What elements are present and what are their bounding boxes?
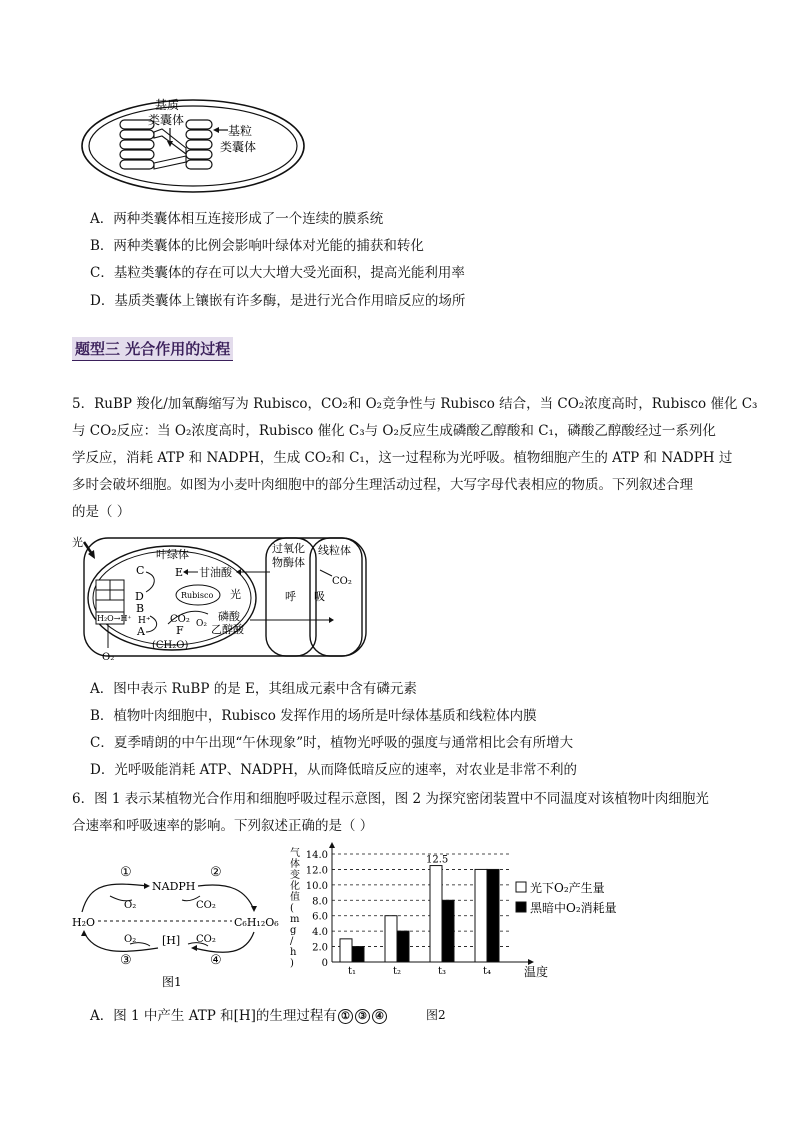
y-axis-label-char: 变 xyxy=(290,870,300,881)
x-tick-label: t₃ xyxy=(438,966,447,977)
q5-line-3: 学反应，消耗 ATP 和 NADPH，生成 CO₂和 C₁，这一过程称为光呼吸。植物细胞产生的 ATP 和 NADPH 过 xyxy=(72,450,733,466)
y-tick-label: 14.0 xyxy=(305,850,328,861)
q5-option-a[interactable]: A．图中表示 RuBP 的是 E，其组成元素中含有磷元素 xyxy=(90,681,417,697)
q5-line-5: 的是（ ） xyxy=(72,504,131,520)
label-o2: O₂ xyxy=(196,619,207,629)
label-chloroplast: 叶绿体 xyxy=(156,548,189,561)
y-tick-label: 10.0 xyxy=(305,880,328,892)
label-stroma: 基质 xyxy=(155,98,180,112)
fig1-n3: ③ xyxy=(120,953,132,968)
x-tick-label: t₂ xyxy=(393,966,402,977)
q6-option-a-text: A．图 1 中产生 ATP 和[H]的生理过程有 xyxy=(90,1008,337,1024)
y-tick-label: 2.0 xyxy=(312,942,328,954)
y-axis-label-char: h xyxy=(290,947,297,958)
y-tick-label: 0 xyxy=(321,958,328,969)
legend-swatch-0 xyxy=(516,882,526,892)
bar-1-1 xyxy=(397,931,409,962)
q6-option-a[interactable] xyxy=(90,1004,388,1024)
y-axis-label-char: 化 xyxy=(290,881,300,892)
fig1-n1: ① xyxy=(120,865,132,880)
bar-1-3 xyxy=(487,869,499,962)
y-axis-label-char: ) xyxy=(290,958,294,969)
x-tick-label: t₁ xyxy=(348,966,357,977)
fig1-caption: 图1 xyxy=(162,975,182,989)
y-axis-label-char: 体 xyxy=(290,859,300,870)
q5-line-4: 多时会破坏细胞。如图为小麦叶肉细胞中的部分生理活动过程，大写字母代表相应的物质。下列叙述合理 xyxy=(72,477,693,493)
y-axis-arrow xyxy=(329,842,335,848)
x-axis-label: 温度 xyxy=(524,965,549,979)
label-light: 光 xyxy=(72,536,83,549)
label-F: F xyxy=(176,624,184,637)
label-co2-mito: CO₂ xyxy=(332,576,352,587)
fig1-h: [H] xyxy=(162,934,181,947)
fig1-n4: ④ xyxy=(210,953,222,968)
bar-1-2 xyxy=(442,900,454,962)
fig1-h2o: H₂O xyxy=(72,916,96,929)
label-ch2o: (CH₂O) xyxy=(152,640,189,651)
y-tick-label: 8.0 xyxy=(312,896,328,908)
q5-line-1: 5．RuBP 羧化/加氧酶缩写为 Rubisco，CO₂和 O₂竞争性与 Rubisco 结合，当 CO₂浓度高时，Rubisco 催化 C₃ xyxy=(72,396,758,412)
label-peroxisome-1: 过氧化 xyxy=(272,542,305,555)
label-peroxisome-2: 物酶体 xyxy=(272,556,305,569)
fig1-o2-top: O₂ xyxy=(124,900,137,911)
label-D: D xyxy=(135,590,144,603)
fig1-glucose: C₆H₁₂O₆ xyxy=(234,916,279,929)
thylakoid-figure xyxy=(78,96,308,196)
label-guang: 光 xyxy=(230,588,241,601)
y-axis-label-char: 值 xyxy=(290,892,300,903)
q5-option-d[interactable]: D．光呼吸能消耗 ATP、NADPH，从而降低暗反应的速率，对农业是非常不利的 xyxy=(90,762,577,778)
mark-4: ④ xyxy=(372,1009,387,1024)
fig1-o2-bottom: O₂ xyxy=(124,934,137,945)
label-h2o-split: H₂O→H⁺ xyxy=(97,614,132,623)
label-hu: 呼 xyxy=(285,590,296,603)
section-heading: 题型三 光合作用的过程 xyxy=(72,337,233,361)
y-axis-label-char: 气 xyxy=(290,848,300,859)
bar-0-3 xyxy=(475,869,487,962)
q5-option-b[interactable]: B．植物叶肉细胞中，Rubisco 发挥作用的场所是叶绿体基质和线粒体内膜 xyxy=(90,708,537,724)
fig1-nadph: NADPH xyxy=(152,880,196,893)
q6-line-2: 合速率和呼吸速率的影响。下列叙述正确的是（ ） xyxy=(72,818,374,834)
x-tick-label: t₄ xyxy=(483,966,492,977)
photorespiration-figure xyxy=(70,532,370,666)
q4-option-c[interactable]: C．基粒类囊体的存在可以大大增大受光面积，提高光能利用率 xyxy=(90,265,465,281)
label-B: B xyxy=(136,602,145,615)
label-rubisco: Rubisco xyxy=(181,591,214,600)
bar-0-1 xyxy=(385,916,397,962)
y-tick-label: 6.0 xyxy=(312,911,328,923)
q5-line-2: 与 CO₂反应：当 O₂浓度高时，Rubisco 催化 C₃与 O₂反应生成磷酸乙醇酸和 C₁，磷酸乙醇酸经过一系列化 xyxy=(72,423,716,439)
q4-option-d[interactable]: D．基质类囊体上镶嵌有许多酶，是进行光合作用暗反应的场所 xyxy=(90,293,466,309)
y-tick-label: 12.0 xyxy=(305,865,328,877)
label-Hplus: H⁺ xyxy=(138,616,151,626)
y-tick-label: 4.0 xyxy=(312,927,328,939)
label-co2: CO₂ xyxy=(170,614,190,625)
q4-option-b[interactable]: B．两种类囊体的比例会影响叶绿体对光能的捕获和转化 xyxy=(90,238,424,254)
label-glycerate: 甘油酸 xyxy=(199,566,232,579)
figure1 xyxy=(70,858,290,992)
y-axis-label-char: g xyxy=(290,925,297,936)
mark-3: ③ xyxy=(355,1009,370,1024)
fig2-caption: 图2 xyxy=(426,1008,446,1022)
label-stroma-thylakoid: 类囊体 xyxy=(148,113,185,127)
q6-line-1: 6．图 1 表示某植物光合作用和细胞呼吸过程示意图，图 2 为探究密闭装置中不同温度对该植物叶肉细胞光 xyxy=(72,791,709,807)
bar-0-2 xyxy=(430,866,442,962)
data-label: 12.5 xyxy=(426,854,449,866)
label-xi: 吸 xyxy=(314,590,325,603)
fig1-co2-bottom: CO₂ xyxy=(196,934,216,945)
legend-label-1: 黑暗中O₂消耗量 xyxy=(530,901,617,915)
fig1-co2-top: CO₂ xyxy=(196,900,216,911)
y-axis-label-char: ( xyxy=(290,903,294,914)
legend-swatch-1 xyxy=(516,902,526,912)
label-o2-out: O₂ xyxy=(102,652,115,663)
figure2-bar-chart xyxy=(288,842,638,1002)
bar-1-0 xyxy=(352,947,364,962)
label-E: E xyxy=(175,566,184,579)
q5-option-c[interactable]: C．夏季晴朗的中午出现“午休现象”时，植物光呼吸的强度与通常相比会有所增大 xyxy=(90,735,574,751)
label-C: C xyxy=(136,564,145,577)
label-phos2: 乙醇酸 xyxy=(211,623,244,636)
y-axis-label-char: m xyxy=(290,914,300,925)
fig1-n2: ② xyxy=(210,865,222,880)
q4-option-a[interactable]: A．两种类囊体相互连接形成了一个连续的膜系统 xyxy=(90,211,384,227)
label-phos1: 磷酸 xyxy=(218,610,240,623)
legend-label-0: 光下O₂产生量 xyxy=(530,881,605,895)
bar-0-0 xyxy=(340,939,352,962)
label-grana-thylakoid: 类囊体 xyxy=(220,140,257,154)
label-grana: 基粒 xyxy=(228,124,253,138)
mark-1: ① xyxy=(338,1009,353,1024)
y-axis-label-char: / xyxy=(290,936,294,947)
label-mito: 线粒体 xyxy=(318,544,351,557)
label-A: A xyxy=(137,625,145,638)
